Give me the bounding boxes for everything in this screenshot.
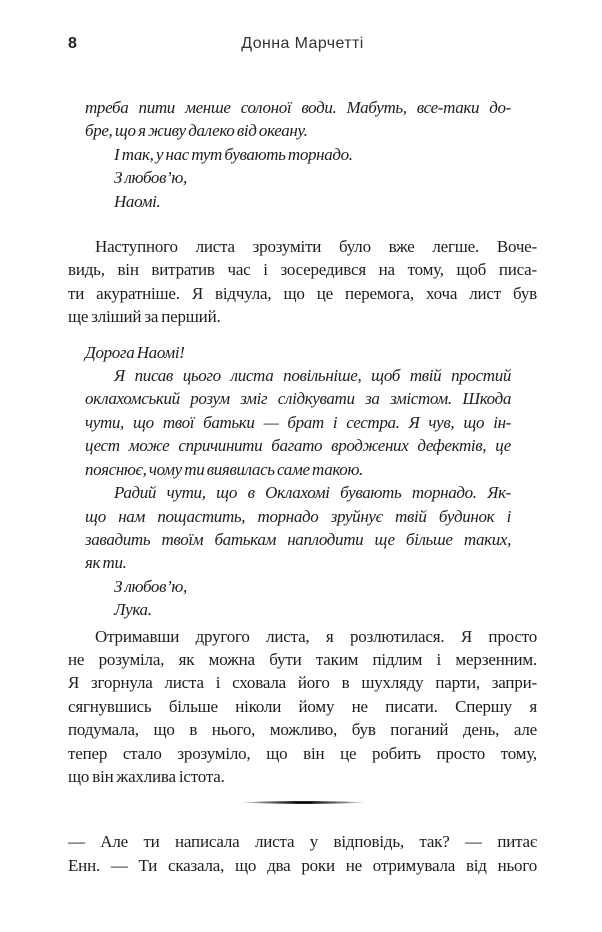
text-line: З любов’ю, (114, 168, 187, 188)
text-line: ти акуратніше. Я відчула, що це перемога, хоча лист був (68, 283, 537, 303)
text-line: Лука. (114, 600, 152, 620)
text-line: І так, у нас тут бувають торнадо. (114, 144, 353, 164)
letter-block (85, 341, 511, 622)
text-line: Я писав цього листа повільніше, щоб твій простий (114, 366, 511, 386)
text-line: чути, що твої батьки — брат і сестра. Я чув, що ін- (85, 412, 511, 432)
paragraph (68, 625, 537, 789)
text-line: ще зліший за перший. (68, 307, 221, 327)
text-line: Отримавши другого листа, я розлютилася. Я просто (95, 626, 537, 646)
section-divider (239, 800, 367, 805)
text-line: бре, що я живу далеко від океану. (85, 121, 308, 141)
page-header (68, 35, 537, 54)
text-line: пояснює, чому ти виявилась саме такою. (85, 459, 363, 479)
text-line: як ти. (85, 553, 127, 573)
tapered-rule-icon (239, 800, 367, 805)
text-line: З любов’ю, (114, 576, 187, 596)
running-title: Донна Марчетті (241, 35, 364, 52)
text-line: подумала, що в нього, можливо, був поганий день, але (68, 720, 537, 740)
text-line: тепер стало зрозуміло, що він це робить просто тому, (68, 743, 537, 763)
page-number: 8 (68, 35, 77, 52)
text-line: треба пити менше солоної води. Мабуть, все-таки до- (85, 98, 511, 117)
text-line: цест може спричинити багато вроджених дефектів, це (85, 436, 511, 456)
text-line: Я згорнула листа і сховала його в шухляду парти, запри- (68, 673, 537, 693)
text-line: не розуміла, як можна бути таким підлим і мерзенним. (68, 649, 537, 669)
text-line: Наомі. (114, 191, 161, 211)
page-body (68, 96, 537, 877)
text-line: сягнувшись більше ніколи йому не писати. Спершу я (68, 696, 537, 716)
text-line: — Але ти написала листа у відповідь, так? — питає (68, 832, 537, 852)
paragraph (68, 235, 537, 329)
text-line: що нам пощастить, торнадо зруйнує твій будинок і (85, 506, 511, 526)
text-line: Наступного листа зрозуміти було вже легше. Воче- (95, 237, 537, 257)
text-line: що він жахлива істота. (68, 766, 225, 786)
text-line: Енн. — Ти сказала, що два роки не отримувала від нього (68, 855, 537, 875)
paragraph (68, 830, 537, 877)
text-line: видь, він витратив час і зосередився на тому, щоб писа- (68, 260, 537, 280)
text-line: Дорога Наомі! (85, 342, 185, 362)
text-line: завадить твоїм батькам наплодити ще більше таких, (85, 529, 511, 549)
text-line: оклахомський розум зміг слідкувати за змістом. Шкода (85, 389, 511, 409)
letter-block (85, 96, 511, 213)
text-line: Радий чути, що в Оклахомі бувають торнадо. Як- (114, 483, 511, 503)
